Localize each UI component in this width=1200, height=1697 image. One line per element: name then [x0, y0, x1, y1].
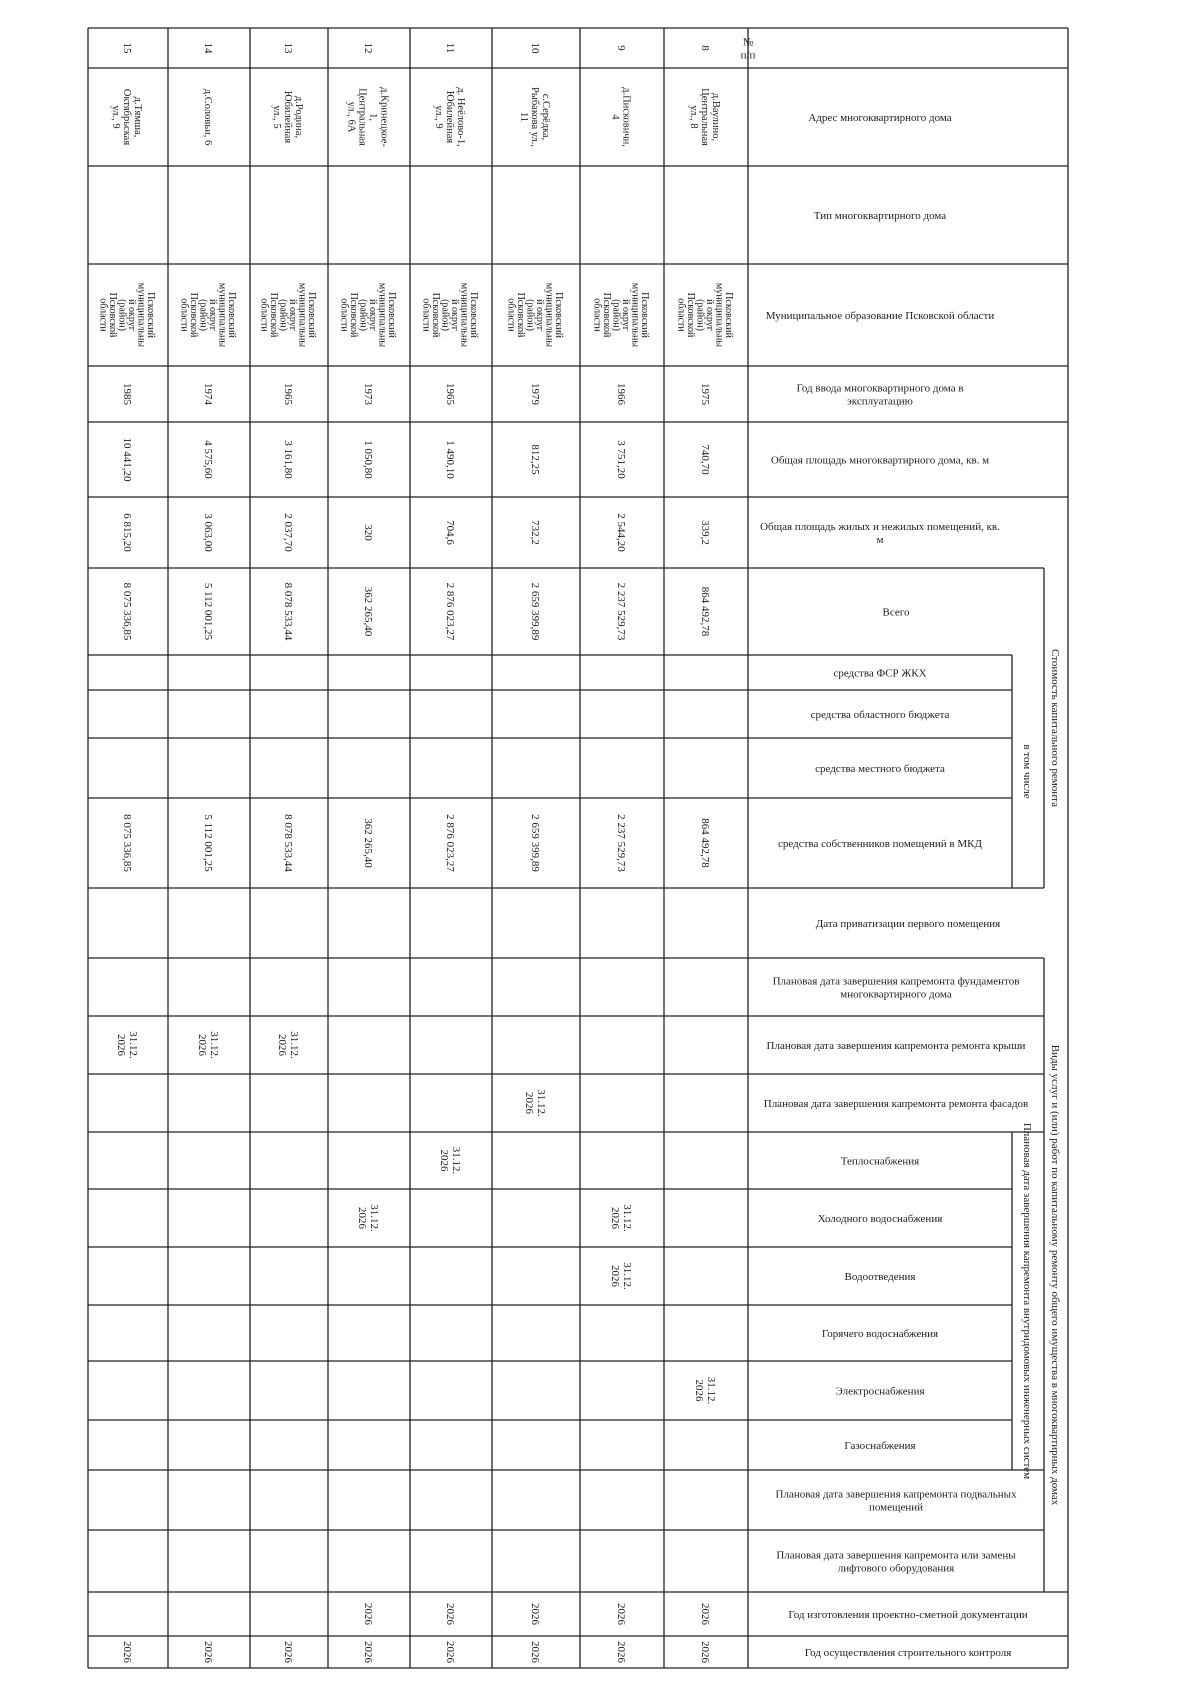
row-control-year: 2026 — [362, 1641, 374, 1663]
row-date-roof: 31.12.2026 — [196, 1031, 220, 1059]
row-cost-total: 2 237 529,73 — [615, 582, 627, 641]
row-cost-owners: 8 075 336,85 — [121, 814, 133, 872]
row-address: д.Кринецкое-1,Центральнаяул., 6А — [345, 87, 390, 147]
column-header-0: № п/п — [740, 36, 756, 62]
row-cost-owners: 2 876 023,27 — [444, 814, 456, 872]
row-control-year: 2026 — [202, 1641, 214, 1663]
row-year: 1975 — [699, 383, 711, 405]
column-header-13: Плановая дата завершения капремонта фундаментов многоквартирного дома — [772, 975, 1020, 1001]
row-municipality: Псковскиймуниципальный округ(район)Псковскойобласти — [258, 282, 317, 348]
column-header-4: Год ввода многоквартирного дома в эксплуатацию — [796, 382, 964, 408]
row-cost-owners: 2 237 529,73 — [615, 814, 627, 872]
row-date-roof: 31.12.2026 — [276, 1031, 300, 1059]
row-cost-owners: 8 078 533,44 — [282, 814, 294, 872]
row-address: д.Родина,Юбилейнаяул., 5 — [271, 90, 304, 144]
column-header-19: Горячего водоснабжения — [821, 1328, 939, 1340]
row-year: 1965 — [444, 383, 456, 405]
row-control-year: 2026 — [444, 1641, 456, 1663]
row-cost-total: 5 112 001,25 — [202, 582, 214, 641]
column-header-22: Плановая дата завершения капремонта подвальных помещений — [775, 1488, 1017, 1514]
row-control-year: 2026 — [529, 1641, 541, 1663]
row-number: 13 — [282, 42, 294, 54]
column-header-16: Теплоснабжения — [840, 1155, 920, 1168]
group-header-works: Виды услуг и (или) работ по капитальному ремонту общего имущества в многоквартирных домах — [1049, 1044, 1061, 1506]
row-number: 15 — [121, 42, 133, 54]
row-design-year: 2026 — [362, 1603, 374, 1625]
row-area-total: 1 490,10 — [444, 440, 456, 479]
row-area-total: 740,70 — [699, 444, 711, 475]
column-header-7: Всего — [882, 606, 910, 619]
row-area-total: 3 161,80 — [282, 440, 294, 479]
column-header-8: средства ФСР ЖКХ — [833, 667, 927, 680]
row-cost-owners: 864 492,78 — [699, 818, 711, 868]
row-area-premises: 320 — [362, 524, 374, 541]
row-address: д.Писковичи,4 — [609, 87, 632, 147]
column-header-12: Дата приватизации первого помещения — [815, 918, 1001, 930]
row-design-year: 2026 — [615, 1603, 627, 1625]
row-date-heating: 31.12.2026 — [438, 1146, 462, 1175]
row-date-roof: 31.12.2026 — [115, 1031, 139, 1059]
column-header-2: Тип многоквартирного дома — [813, 210, 947, 222]
row-year: 1985 — [121, 383, 133, 405]
row-area-premises: 704,6 — [444, 520, 456, 545]
column-header-24: Год изготовления проектно-сметной документации — [788, 1609, 1028, 1621]
row-date-cold_water: 31.12.2026 — [609, 1204, 633, 1232]
row-design-year: 2026 — [529, 1603, 541, 1625]
row-municipality: Псковскиймуниципальный округ(район)Псковскойобласти — [338, 282, 397, 348]
row-date-sewer: 31.12.2026 — [609, 1262, 633, 1290]
row-date-electricity: 31.12.2026 — [693, 1376, 717, 1405]
row-cost-owners: 2 659 399,89 — [529, 814, 541, 872]
row-area-premises: 2 037,70 — [282, 513, 294, 552]
row-year: 1973 — [362, 383, 374, 405]
column-header-21: Газоснабжения — [844, 1440, 916, 1452]
row-municipality: Псковскиймуниципальный округ(район)Псковскойобласти — [97, 282, 156, 348]
row-number: 9 — [615, 45, 627, 51]
row-control-year: 2026 — [699, 1641, 711, 1663]
row-control-year: 2026 — [121, 1641, 133, 1663]
row-area-total: 812,25 — [529, 444, 541, 475]
row-area-total: 10 441,20 — [121, 437, 133, 482]
row-area-total: 3 751,20 — [615, 440, 627, 479]
row-area-premises: 339,2 — [699, 520, 711, 545]
group-headers — [1021, 649, 1061, 1506]
row-cost-total: 864 492,78 — [699, 586, 711, 637]
row-number: 14 — [202, 42, 214, 54]
group-header-cost: Стоимость капитального ремонта — [1049, 649, 1061, 807]
group-header-including: в том числе — [1021, 744, 1033, 799]
row-address: д.Соловьи, 6 — [202, 88, 213, 146]
column-header-14: Плановая дата завершения капремонта ремонта крыши — [766, 1040, 1026, 1052]
row-number: 12 — [362, 42, 374, 54]
column-header-10: средства местного бюджета — [815, 763, 945, 775]
row-area-total: 1 050,80 — [362, 440, 374, 479]
row-area-premises: 2 544,20 — [615, 513, 627, 552]
column-header-5: Общая площадь многоквартирного дома, кв. м — [770, 454, 990, 467]
row-municipality: Псковскиймуниципальный округ(район)Псковскойобласти — [675, 282, 734, 348]
row-municipality: Псковскиймуниципальный округ(район)Псковскойобласти — [505, 282, 564, 348]
column-header-1: Адрес многоквартирного дома — [808, 112, 952, 124]
column-header-9: средства областного бюджета — [810, 709, 950, 721]
row-date-facade: 31.12.2026 — [523, 1089, 547, 1117]
column-headers — [741, 37, 1029, 1660]
row-cost-total: 8 078 533,44 — [282, 582, 294, 641]
row-cost-total: 2 659 399,89 — [529, 582, 541, 641]
row-year: 1979 — [529, 383, 541, 405]
row-control-year: 2026 — [282, 1641, 294, 1663]
row-area-premises: 3 063,00 — [202, 513, 214, 552]
row-year: 1965 — [282, 383, 294, 405]
row-year: 1966 — [615, 383, 627, 405]
column-header-11: средства собственников помещений в МКД — [777, 838, 983, 850]
row-address: д.Тямша,Октябрьскаяул., 9 — [110, 88, 143, 146]
row-year: 1974 — [202, 383, 214, 405]
row-municipality: Псковскиймуниципальный округ(район)Псковскойобласти — [420, 282, 479, 348]
row-area-premises: 6 815,20 — [121, 513, 133, 552]
row-number: 11 — [444, 42, 456, 54]
row-municipality: Псковскиймуниципальный округ(район)Псковскойобласти — [178, 282, 237, 348]
row-control-year: 2026 — [615, 1641, 627, 1663]
column-header-3: Муниципальное образование Псковской области — [765, 310, 995, 322]
column-header-23: Плановая дата завершения капремонта или замены лифтового оборудования — [776, 1549, 1016, 1575]
row-area-premises: 732,2 — [529, 520, 541, 545]
row-address: д. Неёлово-1,Юбилейнаяул., 9 — [433, 87, 466, 147]
row-municipality: Псковскиймуниципальный округ(район)Псковскойобласти — [591, 282, 650, 348]
row-cost-total: 362 265,40 — [362, 586, 374, 637]
row-date-cold_water: 31.12.2026 — [356, 1204, 380, 1232]
row-cost-owners: 362 265,40 — [362, 818, 374, 868]
column-header-17: Холодного водоснабжения — [817, 1213, 943, 1225]
row-design-year: 2026 — [699, 1603, 711, 1625]
row-cost-total: 2 876 023,27 — [444, 582, 456, 641]
row-area-total: 4 575,60 — [202, 440, 214, 479]
column-header-20: Электроснабжения — [835, 1385, 925, 1398]
column-header-25: Год осуществления строительного контроля — [804, 1647, 1012, 1659]
row-cost-total: 8 075 336,85 — [121, 582, 133, 641]
column-header-18: Водоотведения — [844, 1271, 916, 1283]
row-cost-owners: 5 112 001,25 — [202, 814, 214, 872]
row-address: с.Серёдка,Рыбакова ул.,11 — [518, 86, 551, 148]
column-header-6: Общая площадь жилых и нежилых помещений, кв. м — [760, 521, 1000, 546]
column-header-15: Плановая дата завершения капремонта ремонта фасадов — [763, 1098, 1029, 1110]
row-design-year: 2026 — [444, 1603, 456, 1625]
row-address: д.Ваулино,Центральнаяул., 8 — [688, 88, 721, 146]
group-header-engineering: Плановая дата завершения капремонта внутридомовых инженерных систем — [1021, 1122, 1033, 1480]
row-number: 8 — [699, 45, 711, 51]
row-number: 10 — [529, 42, 541, 54]
